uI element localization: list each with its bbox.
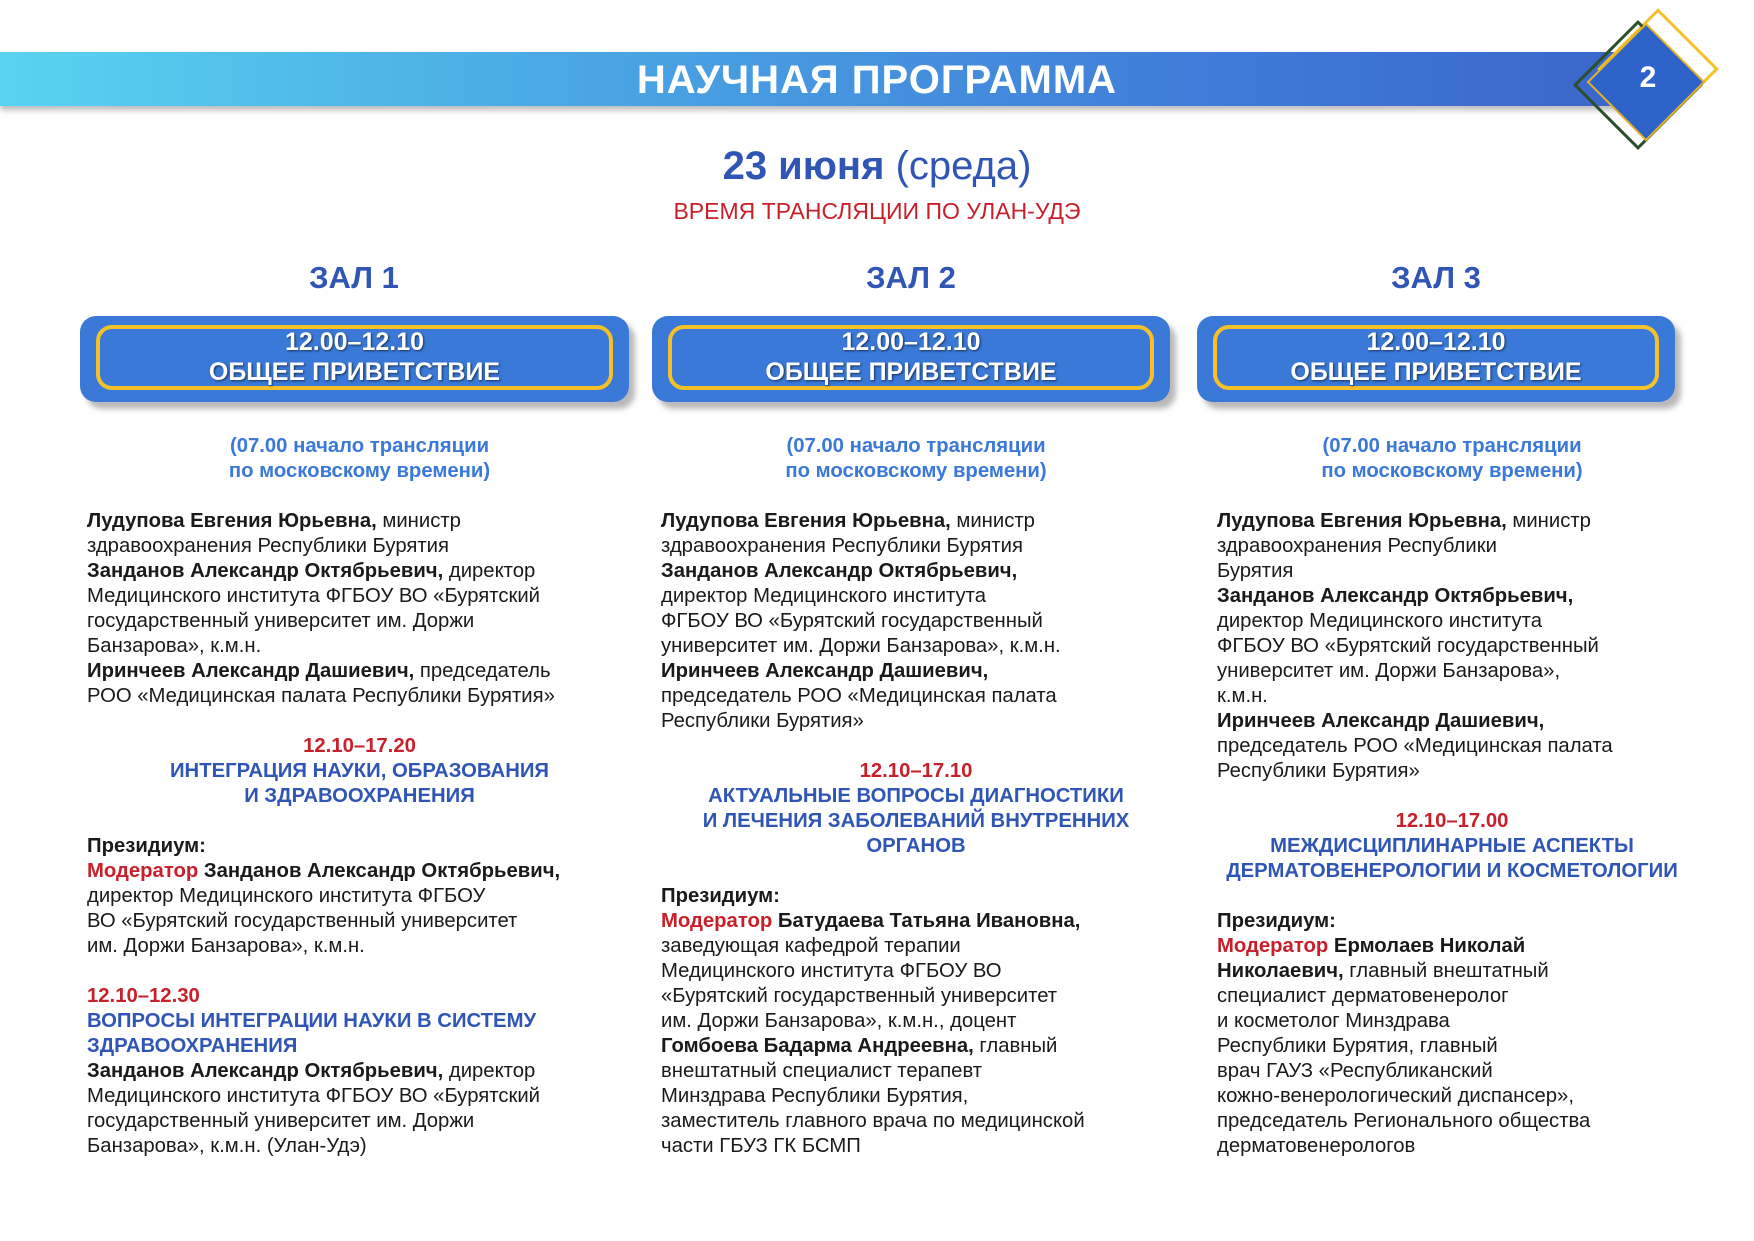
presidium-label: Президиум: — [1217, 910, 1336, 932]
text-line: председатель РОО «Медицинская палата — [661, 685, 1057, 707]
text-line: ФГБОУ ВО «Бурятский государственный — [661, 610, 1043, 632]
broadcast-note: (07.00 начало трансляции по московскому времени) — [1321, 435, 1583, 482]
opening-time: 12.00–12.10 — [1366, 328, 1506, 356]
hall-1-opening-box — [80, 316, 629, 402]
presidium — [661, 884, 1171, 1159]
date-day: 23 июня — [722, 144, 885, 188]
text-line: Республики Бурятия, главный — [1217, 1035, 1498, 1057]
text-line: директор Медицинского института — [661, 585, 987, 607]
text-line: здравоохранения Республики — [1217, 535, 1497, 557]
text-line: Лудупова Евгения Юрьевна, министр — [1217, 510, 1591, 532]
page-title: НАУЧНАЯ ПРОГРАММА — [636, 58, 1118, 102]
text-line: Занданов Александр Октябрьевич, — [661, 560, 1018, 582]
opening-title: ОБЩЕЕ ПРИВЕТСТВИЕ — [1290, 358, 1582, 386]
text-line: Бурятия — [1217, 560, 1294, 582]
text-line: Республики Бурятия» — [1217, 760, 1420, 782]
opening-time: 12.00–12.10 — [284, 328, 425, 356]
text-line: университет им. Доржи Банзарова», к.м.н. — [661, 635, 1061, 657]
date-weekday: (среда) — [895, 144, 1032, 188]
session-time: 12.10–17.20 — [303, 735, 416, 757]
text-line: части ГБУЗ ГК БСМП — [661, 1135, 861, 1157]
text-line: университет им. Доржи Банзарова», — [1217, 660, 1561, 682]
text-line: Лудупова Евгения Юрьевна, министр — [661, 510, 1035, 532]
text-line: и косметолог Минздрава — [1217, 1010, 1450, 1032]
text-line: Занданов Александр Октябрьевич, — [1217, 585, 1574, 607]
text-line: Банзарова», к.м.н. (Улан-Удэ) — [87, 1135, 367, 1157]
hall-3-title: ЗАЛ 3 — [1391, 260, 1481, 295]
text-line: им. Доржи Банзарова», к.м.н., доцент — [661, 1010, 1017, 1032]
hall-3-column — [1217, 434, 1687, 1159]
opening-time: 12.00–12.10 — [841, 328, 981, 356]
text-line: ВО «Бурятский государственный университет — [87, 910, 518, 932]
text-line: дерматовенерологов — [1217, 1135, 1416, 1157]
text-line: внештатный специалист терапевт — [661, 1060, 983, 1082]
text-line: Модератор Ермолаев Николай — [1217, 935, 1526, 957]
text-line: им. Доржи Банзарова», к.м.н. — [87, 935, 365, 957]
text-line: Минздрава Республики Бурятия, — [661, 1085, 969, 1107]
session-heading: 12.10–17.10 АКТУАЛЬНЫЕ ВОПРОСЫ ДИАГНОСТИКИ И ЛЕЧЕНИЯ ЗАБОЛЕВАНИЙ ВНУТРЕННИХ ОРГАНОВ — [661, 759, 1171, 859]
text-line: здравоохранения Республики Бурятия — [661, 535, 1023, 557]
text-line: врач ГАУЗ «Республиканский — [1217, 1060, 1493, 1082]
text-line: заведующая кафедрой терапии — [661, 935, 961, 957]
text-line: здравоохранения Республики Бурятия — [87, 535, 449, 557]
text-line: Занданов Александр Октябрьевич, директор — [87, 1060, 536, 1082]
text-line: Иринчеев Александр Дашиевич, — [1217, 710, 1545, 732]
text-line: государственный университет им. Доржи — [87, 1110, 475, 1132]
text-line: Модератор Батудаева Татьяна Ивановна, — [661, 910, 1081, 932]
opening-title: ОБЩЕЕ ПРИВЕТСТВИЕ — [208, 358, 501, 386]
timezone-note: ВРЕМЯ ТРАНСЛЯЦИИ ПО УЛАН-УДЭ — [673, 198, 1081, 224]
text-line: председатель РОО «Медицинская палата — [1217, 735, 1613, 757]
hall-2-opening-box — [652, 316, 1170, 402]
text-line: государственный университет им. Доржи — [87, 610, 475, 632]
text-line: Иринчеев Александр Дашиевич, — [661, 660, 989, 682]
text-line: Медицинского института ФГБОУ ВО «Бурятский — [87, 1085, 540, 1107]
broadcast-note: (07.00 начало трансляции по московскому времени) — [785, 435, 1047, 482]
hall-2-title: ЗАЛ 2 — [866, 260, 956, 295]
opening-title: ОБЩЕЕ ПРИВЕТСТВИЕ — [765, 358, 1057, 386]
session-time: 12.10–17.10 — [859, 760, 973, 782]
text-line: кожно-венерологический диспансер», — [1217, 1085, 1574, 1107]
session-heading: 12.10–17.00 МЕЖДИСЦИПЛИНАРНЫЕ АСПЕКТЫ ДЕРМАТОВЕНЕРОЛОГИИ И КОСМЕТОЛОГИИ — [1217, 809, 1687, 884]
text-line: Медицинского института ФГБОУ ВО — [661, 960, 1002, 982]
text-line: «Бурятский государственный университет — [661, 985, 1058, 1007]
page-number: 2 — [1639, 61, 1657, 94]
session-heading: 12.10–17.20 ИНТЕГРАЦИЯ НАУКИ, ОБРАЗОВАНИЯ И ЗДРАВООХРАНЕНИЯ — [87, 734, 632, 809]
text-line: директор Медицинского института ФГБОУ — [87, 885, 486, 907]
presidium-label: Президиум: — [87, 835, 206, 857]
text-line: председатель Регионального общества — [1217, 1110, 1591, 1132]
broadcast-note: (07.00 начало трансляции по московскому времени) — [228, 435, 491, 482]
text-line: Медицинского института ФГБОУ ВО «Бурятский — [87, 585, 540, 607]
hall-1-title: ЗАЛ 1 — [309, 260, 399, 295]
text-line: Занданов Александр Октябрьевич, директор — [87, 560, 536, 582]
text-line: Гомбоева Бадарма Андреевна, главный — [661, 1035, 1058, 1057]
talk-time: 12.10–12.30 — [87, 985, 200, 1007]
text-line: Модератор Занданов Александр Октябрьевич, — [87, 860, 561, 882]
text-line: к.м.н. — [1217, 685, 1268, 707]
hall-1-column — [87, 434, 632, 1159]
hall-2-column — [661, 434, 1171, 1159]
text-line: заместитель главного врача по медицинской — [661, 1110, 1085, 1132]
hall-3-opening-box — [1197, 316, 1675, 402]
text-line: Лудупова Евгения Юрьевна, министр — [87, 510, 461, 532]
text-line: Республики Бурятия» — [661, 710, 864, 732]
text-line: Николаевич, главный внештатный — [1217, 960, 1549, 982]
talk-title: ВОПРОСЫ ИНТЕГРАЦИИ НАУКИ В СИСТЕМУ — [87, 1010, 537, 1032]
presidium-label: Президиум: — [661, 885, 780, 907]
text-line: ФГБОУ ВО «Бурятский государственный — [1217, 635, 1599, 657]
presidium — [87, 834, 632, 959]
text-line: Иринчеев Александр Дашиевич, председатель — [87, 660, 551, 682]
text-line: специалист дерматовенеролог — [1217, 985, 1509, 1007]
talk: 12.10–12.30 ВОПРОСЫ ИНТЕГРАЦИИ НАУКИ В СИСТЕМУ ЗДРАВООХРАНЕНИЯ Занданов Александр Октябрьевич, директор Медицинского института ФГБОУ ВО «Бурятский государственный университет им. Доржи Банзарова», к.м.н. (Улан-Удэ) — [87, 984, 632, 1159]
presidium — [1217, 909, 1687, 1159]
greeting-speakers — [661, 509, 1171, 734]
greeting-speakers — [1217, 509, 1687, 784]
text-line: РОО «Медицинская палата Республики Бурятия» — [87, 685, 555, 707]
session-time: 12.10–17.00 — [1395, 810, 1509, 832]
date-heading — [0, 140, 1754, 192]
greeting-speakers — [87, 509, 632, 709]
text-line: директор Медицинского института — [1217, 610, 1543, 632]
text-line: Банзарова», к.м.н. — [87, 635, 262, 657]
